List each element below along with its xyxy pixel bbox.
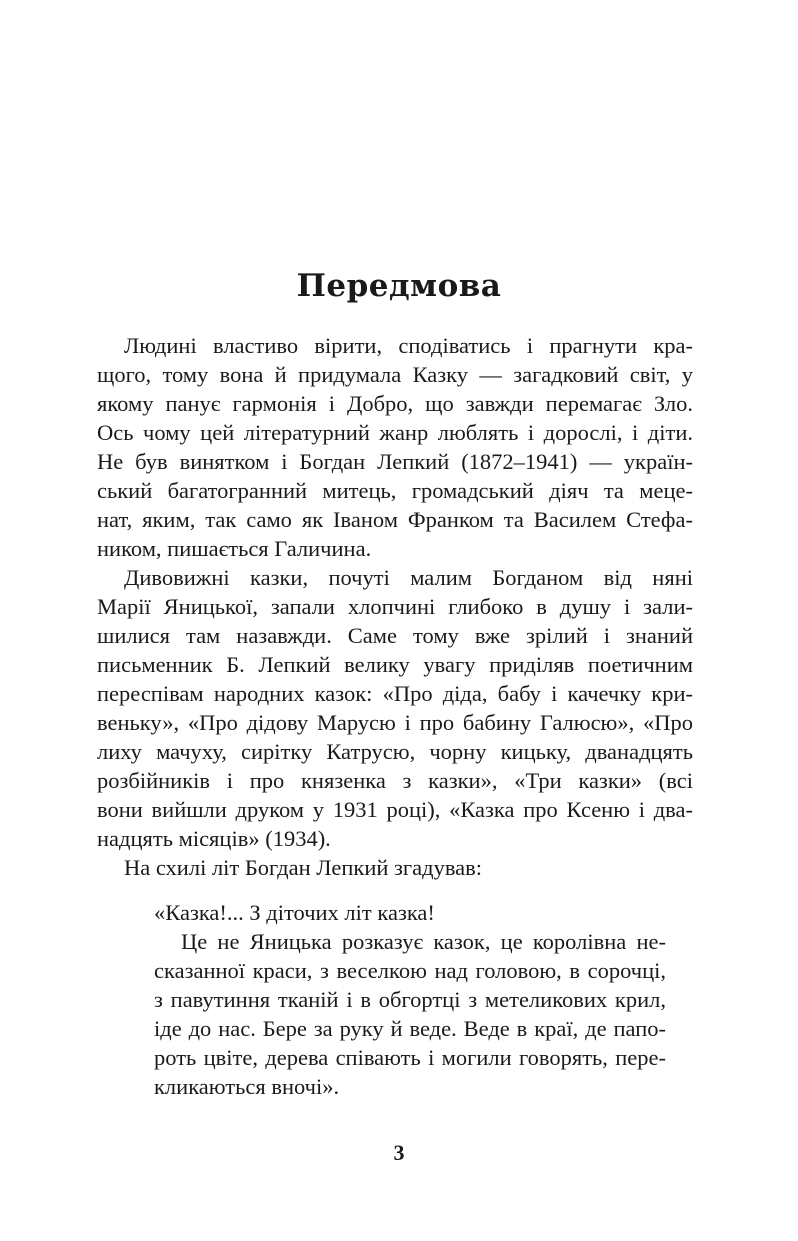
text-line: Людині властиво вірити, сподіватись і прагнути кра- — [124, 333, 693, 358]
quote-line: «Казка!... З діточих літ казка! — [154, 900, 435, 925]
text-line: ником, пишається Галичина. — [97, 536, 372, 561]
quote-line: з павутиння тканій і в обгортці з метеликових крил, — [154, 987, 666, 1012]
text-line: письменник Б. Лепкий велику увагу приділяв поетичним — [97, 652, 693, 677]
quote-block — [154, 898, 666, 1101]
text-line: лиху мачуху, сирітку Катрусю, чорну кицьку, дванадцять — [97, 739, 693, 764]
text-line: якому панує гармонія і Добро, що завжди перемагає Зло. — [97, 391, 693, 416]
text-line: нат, яким, так само як Іваном Франком та Василем Стефа- — [97, 507, 693, 532]
text-line: Марії Яницької, запали хлопчині глибоко в душу і зали- — [97, 594, 693, 619]
page-number: 3 — [393, 1140, 405, 1165]
text-line: переспівам народних казок: «Про діда, бабу і качечку кри- — [97, 681, 693, 706]
quote-line: роть цвіте, дерева співають і могили говорять, пере- — [154, 1045, 666, 1070]
body-text — [97, 331, 693, 882]
text-line: На схилі літ Богдан Лепкий згадував: — [124, 855, 483, 880]
quote-line: сказанної краси, з веселкою над головою, в сорочці, — [154, 958, 666, 983]
quote-line: іде до нас. Бере за руку й веде. Веде в краї, де папо- — [154, 1016, 666, 1041]
text-line: шилися там назавжди. Саме тому вже зрілий і знаний — [97, 623, 693, 648]
quote-line: кликаються вночі». — [154, 1074, 340, 1099]
text-line: Ось чому цей літературний жанр люблять і дорослі, і діти. — [97, 420, 693, 445]
text-line: Дивовижні казки, почуті малим Богданом від няні — [124, 565, 693, 590]
text-line: ський багатогранний митець, громадський діяч та меце- — [97, 478, 693, 503]
text-line: надцять місяців» (1934). — [97, 826, 331, 851]
text-line: щого, тому вона й придумала Казку — загадковий світ, у — [97, 362, 693, 387]
page-title: Передмова — [296, 268, 502, 304]
text-line: розбійників і про князенка з казки», «Три казки» (всі — [97, 768, 693, 793]
text-line: вони вийшли друком у 1931 році), «Казка про Ксеню і два- — [97, 797, 693, 822]
quote-line: Це не Яницька розказує казок, це королівна не- — [181, 929, 666, 954]
text-line: веньку», «Про дідову Марусю і про бабину Галюсю», «Про — [97, 710, 693, 735]
text-line: Не був винятком і Богдан Лепкий (1872–1941) — україн- — [97, 449, 693, 474]
